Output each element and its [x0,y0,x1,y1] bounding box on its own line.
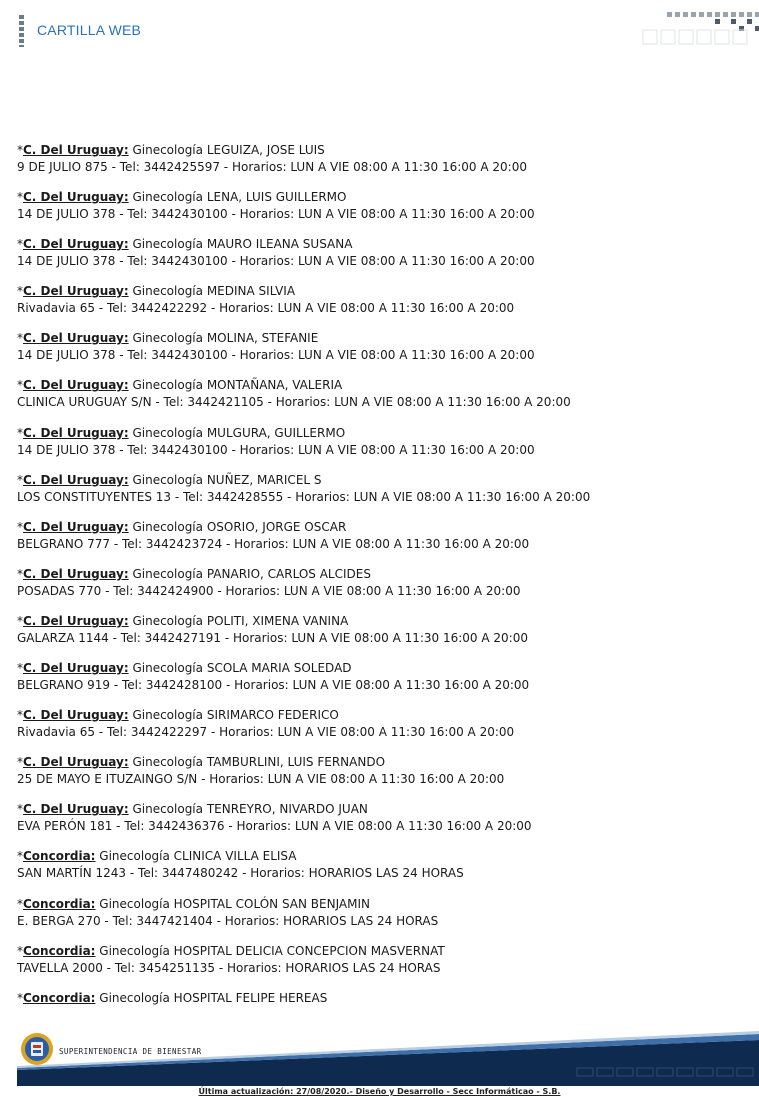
entry-city: C. Del Uruguay: [23,378,129,393]
entry-phone: Tel: 3442436376 [124,819,225,834]
entry-address: Rivadavia 65 [17,301,95,316]
entry-address: CLINICA URUGUAY S/N [17,395,152,410]
entry-specialty: Ginecología [132,378,203,393]
entry-provider-name: TENREYRO, NIVARDO JUAN [206,802,368,817]
entry-specialty: Ginecología [132,284,203,299]
entry-phone: Tel: 3442424900 [113,583,214,598]
entry-provider-name: HOSPITAL FELIPE HEREAS [173,990,328,1005]
entry-specialty: Ginecología [132,425,203,440]
list-item: *C. Del Uruguay: Ginecología NUÑEZ, MARICEL S LOS CONSTITUYENTES 13 - Tel: 3442428555 - Horarios: LUN A VIE 08:00 A 11:30 16:00 A 20:00 [17,472,591,504]
entry-hours: Horarios: LUN A VIE 08:00 A 11:30 16:00 A 20:00 [239,254,535,269]
entry-hours: Horarios: LUN A VIE 08:00 A 11:30 16:00 A 20:00 [232,630,528,645]
entry-address: GALARZA 1144 [17,630,109,645]
entry-hours: Horarios: LUN A VIE 08:00 A 11:30 16:00 A 20:00 [234,678,530,693]
entry-phone: Tel: 3442422292 [106,301,208,316]
entry-provider-name: LEGUIZA, JOSE LUIS [206,143,325,157]
entry-city: C. Del Uruguay: [23,661,129,676]
entry-specialty: Ginecología [132,613,203,628]
entry-address: 25 DE MAYO E ITUZAINGO S/N [17,772,198,787]
entry-address: E. BERGA 270 [17,913,101,928]
page-title: CARTILLA WEB [37,22,142,38]
list-item: *C. Del Uruguay: Ginecología LENA, LUIS GUILLERMO 14 DE JULIO 378 - Tel: 3442430100 - Horarios: LUN A VIE 08:00 A 11:30 16:00 A 20:00 [17,190,535,222]
provider-list [17,142,747,1037]
entry-specialty: Ginecología [132,237,203,252]
list-item: *C. Del Uruguay: Ginecología MULGURA, GUILLERMO 14 DE JULIO 378 - Tel: 3442430100 - Horarios: LUN A VIE 08:00 A 11:30 16:00 A 20:00 [17,425,535,457]
entry-city: C. Del Uruguay: [23,331,129,346]
entry-hours: Horarios: LUN A VIE 08:00 A 11:30 16:00 A 20:00 [275,395,571,410]
entry-specialty: Ginecología [132,143,203,157]
entry-provider-name: MULGURA, GUILLERMO [206,425,346,440]
entry-provider-name: MEDINA SILVIA [206,284,296,299]
list-item: *C. Del Uruguay: Ginecología SCOLA MARIA SOLEDAD BELGRANO 919 - Tel: 3442428100 - Horarios: LUN A VIE 08:00 A 11:30 16:00 A 20:00 [17,661,530,693]
entry-address: SAN MARTÍN 1243 [17,866,127,881]
entry-phone: Tel: 3442430100 [127,442,228,457]
list-item: *C. Del Uruguay: Ginecología MAURO ILEANA SUSANA 14 DE JULIO 378 - Tel: 3442430100 - Horarios: LUN A VIE 08:00 A 11:30 16:00 A 20:00 [17,237,535,269]
list-item: *C. Del Uruguay: Ginecología TAMBURLINI, LUIS FERNANDO 25 DE MAYO E ITUZAINGO S/N - Horarios: LUN A VIE 08:00 A 11:30 16:00 A 20:00 [17,755,505,787]
entry-specialty: Ginecología [132,755,203,770]
entry-city: C. Del Uruguay: [23,708,129,723]
entry-hours: Horarios: HORARIOS LAS 24 HORAS [224,913,439,928]
entry-city: C. Del Uruguay: [23,190,129,205]
list-item: *Concordia: Ginecología HOSPITAL COLÓN SAN BENJAMIN E. BERGA 270 - Tel: 3447421404 - Horarios: HORARIOS LAS 24 HORAS [17,896,439,928]
entry-address: LOS CONSTITUYENTES 13 [17,489,172,504]
list-item: *C. Del Uruguay: Ginecología LEGUIZA, JOSE LUIS 9 DE JULIO 875 - Tel: 3442425597 - Horarios: LUN A VIE 08:00 A 11:30 16:00 A 20:00 [17,143,527,174]
entry-provider-name: CLINICA VILLA ELISA [173,849,297,864]
entry-address: 14 DE JULIO 378 [17,207,116,222]
entry-city: C. Del Uruguay: [23,802,129,817]
entry-provider-name: MAURO ILEANA SUSANA [206,237,353,252]
entry-address: 14 DE JULIO 378 [17,254,116,269]
entry-city: Concordia: [23,990,96,1005]
entry-address: TAVELLA 2000 [17,960,103,975]
entry-provider-name: MONTAÑANA, VALERIA [206,378,343,393]
entry-hours: Horarios: LUN A VIE 08:00 A 11:30 16:00 A 20:00 [219,301,515,316]
list-item: *C. Del Uruguay: Ginecología MOLINA, STEFANIE 14 DE JULIO 378 - Tel: 3442430100 - Horarios: LUN A VIE 08:00 A 11:30 16:00 A 20:00 [17,331,535,363]
entry-address: BELGRANO 919 [17,678,110,693]
entry-phone: Tel: 3442421105 [163,395,264,410]
entry-specialty: Ginecología [99,990,170,1005]
entry-provider-name: HOSPITAL COLÓN SAN BENJAMIN [173,896,370,911]
list-item: *C. Del Uruguay: Ginecología PANARIO, CARLOS ALCIDES POSADAS 770 - Tel: 3442424900 - Horarios: LUN A VIE 08:00 A 11:30 16:00 A 20:00 [17,566,521,598]
entry-hours: Horarios: HORARIOS LAS 24 HORAS [227,960,441,975]
entry-address: 14 DE JULIO 378 [17,442,116,457]
entry-city: Concordia: [23,943,96,958]
entry-city: Concordia: [23,849,96,864]
entry-specialty: Ginecología [99,943,170,958]
entry-hours: Horarios: LUN A VIE 08:00 A 11:30 16:00 A 20:00 [236,819,532,834]
entry-provider-name: NUÑEZ, MARICEL S [206,472,322,487]
entry-phone: Tel: 3447480242 [138,866,239,881]
entry-specialty: Ginecología [132,190,203,205]
entry-phone: Tel: 3442423724 [121,536,223,551]
list-item: *C. Del Uruguay: Ginecología OSORIO, JORGE OSCAR BELGRANO 777 - Tel: 3442423724 - Horarios: LUN A VIE 08:00 A 11:30 16:00 A 20:00 [17,519,530,551]
entry-specialty: Ginecología [132,661,203,676]
entry-address: BELGRANO 777 [17,536,110,551]
entry-provider-name: POLITI, XIMENA VANINA [206,613,349,628]
entry-hours: Horarios: LUN A VIE 08:00 A 11:30 16:00 A 20:00 [239,442,535,457]
footer-org-name: SUPERINTENDENCIA DE BIENESTAR [59,1047,202,1056]
entry-specialty: Ginecología [99,896,170,911]
entry-provider-name: HOSPITAL DELICIA CONCEPCION MASVERNAT [173,943,445,958]
list-item: *C. Del Uruguay: Ginecología MEDINA SILVIA Rivadavia 65 - Tel: 3442422292 - Horarios: LUN A VIE 08:00 A 11:30 16:00 A 20:00 [17,284,515,316]
entry-city: C. Del Uruguay: [23,284,129,299]
entry-provider-name: LENA, LUIS GUILLERMO [206,190,347,205]
list-item: *C. Del Uruguay: Ginecología POLITI, XIMENA VANINA GALARZA 1144 - Tel: 3442427191 - Horarios: LUN A VIE 08:00 A 11:30 16:00 A 20:00 [17,613,528,645]
entry-city: C. Del Uruguay: [23,425,129,440]
entry-phone: Tel: 3442425597 [119,160,220,174]
entry-city: C. Del Uruguay: [23,519,129,534]
list-item: *Concordia: Ginecología HOSPITAL DELICIA CONCEPCION MASVERNAT TAVELLA 2000 - Tel: 3454251135 - Horarios: HORARIOS LAS 24 HORAS [17,943,445,975]
entry-address: Rivadavia 65 [17,725,95,740]
entry-provider-name: SCOLA MARIA SOLEDAD [206,661,352,676]
list-item: *Concordia: Ginecología CLINICA VILLA ELISA SAN MARTÍN 1243 - Tel: 3447480242 - Horarios: HORARIOS LAS 24 HORAS [17,849,464,881]
list-item: *Concordia: Ginecología HOSPITAL FELIPE HEREAS [17,990,328,1005]
entry-phone: Tel: 3442428555 [183,489,284,504]
footer-banner [17,1030,759,1086]
entry-hours: Horarios: LUN A VIE 08:00 A 11:30 16:00 A 20:00 [209,772,505,787]
entry-hours: Horarios: LUN A VIE 08:00 A 11:30 16:00 A 20:00 [231,160,527,174]
header-bar-icon [19,15,24,47]
entry-specialty: Ginecología [132,331,203,346]
entry-provider-name: OSORIO, JORGE OSCAR [206,519,347,534]
entry-city: C. Del Uruguay: [23,566,129,581]
entry-phone: Tel: 3454251135 [114,960,216,975]
entry-hours: Horarios: LUN A VIE 08:00 A 11:30 16:00 A 20:00 [219,725,515,740]
entry-hours: Horarios: LUN A VIE 08:00 A 11:30 16:00 A 20:00 [239,207,535,222]
entry-address: POSADAS 770 [17,583,102,598]
entry-specialty: Ginecología [132,708,203,723]
entry-specialty: Ginecología [132,802,203,817]
entry-specialty: Ginecología [132,472,203,487]
list-item: *C. Del Uruguay: Ginecología SIRIMARCO FEDERICO Rivadavia 65 - Tel: 3442422297 - Horarios: LUN A VIE 08:00 A 11:30 16:00 A 20:00 [17,708,515,740]
entry-city: C. Del Uruguay: [23,237,129,252]
entry-city: Concordia: [23,896,96,911]
entry-city: C. Del Uruguay: [23,613,129,628]
entry-phone: Tel: 3447421404 [112,913,213,928]
entry-phone: Tel: 3442422297 [106,725,208,740]
last-update-text: Última actualización: 27/08/2020.- Diseño y Desarrollo - Secc Informáticao - S.B. [198,1087,561,1096]
entry-phone: Tel: 3442428100 [121,678,223,693]
entry-address: 14 DE JULIO 378 [17,348,116,363]
entry-hours: Horarios: HORARIOS LAS 24 HORAS [250,866,464,881]
entry-hours: Horarios: LUN A VIE 08:00 A 11:30 16:00 A 20:00 [295,489,591,504]
entry-city: C. Del Uruguay: [23,472,129,487]
entry-provider-name: PANARIO, CARLOS ALCIDES [206,566,371,581]
entry-city: C. Del Uruguay: [23,755,129,770]
entry-phone: Tel: 3442430100 [127,207,228,222]
entry-provider-name: MOLINA, STEFANIE [206,331,319,346]
entry-phone: Tel: 3442427191 [120,630,221,645]
entry-address: 9 DE JULIO 875 [17,160,108,174]
entry-hours: Horarios: LUN A VIE 08:00 A 11:30 16:00 A 20:00 [225,583,521,598]
entry-specialty: Ginecología [132,519,203,534]
entry-provider-name: TAMBURLINI, LUIS FERNANDO [206,755,386,770]
entry-hours: Horarios: LUN A VIE 08:00 A 11:30 16:00 A 20:00 [239,348,535,363]
entry-city: C. Del Uruguay: [23,143,129,157]
entry-phone: Tel: 3442430100 [127,254,228,269]
list-item: *C. Del Uruguay: Ginecología MONTAÑANA, VALERIA CLINICA URUGUAY S/N - Tel: 3442421105 - Horarios: LUN A VIE 08:00 A 11:30 16:00 A 20:00 [17,378,571,410]
entry-provider-name: SIRIMARCO FEDERICO [206,708,339,723]
list-item: *C. Del Uruguay: Ginecología TENREYRO, NIVARDO JUAN EVA PERÓN 181 - Tel: 3442436376 - Horarios: LUN A VIE 08:00 A 11:30 16:00 A 20:00 [17,802,532,834]
entry-hours: Horarios: LUN A VIE 08:00 A 11:30 16:00 A 20:00 [234,536,530,551]
entry-specialty: Ginecología [99,849,170,864]
seal-icon [20,1032,54,1066]
entry-phone: Tel: 3442430100 [127,348,228,363]
entry-specialty: Ginecología [132,566,203,581]
decorative-grid-icon [639,12,759,46]
entry-address: EVA PERÓN 181 [17,819,113,834]
